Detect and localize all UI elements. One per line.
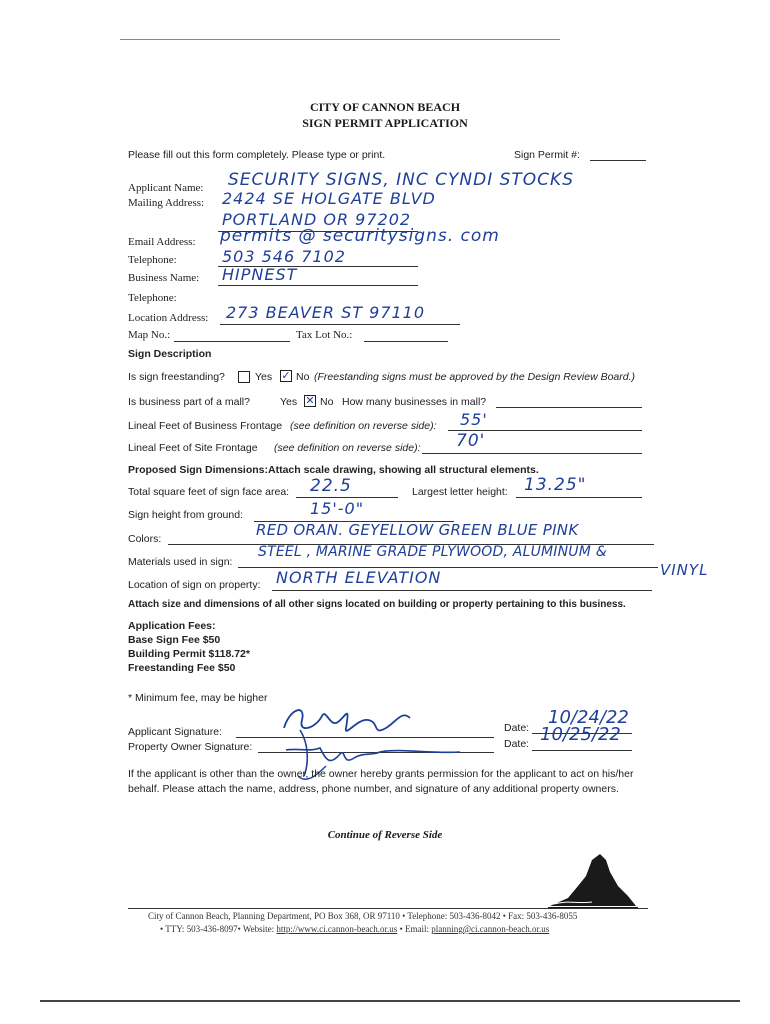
dimensions-label: Proposed Sign Dimensions: [128, 464, 269, 476]
sqft-value[interactable]: 22.5 [310, 476, 352, 496]
colors-value[interactable]: RED ORAN. GEYELLOW GREEN BLUE PINK [256, 521, 579, 539]
sqft-underline [296, 497, 398, 498]
freestanding-yes-label: Yes [255, 371, 273, 383]
footer-email-link[interactable]: planning@ci.cannon-beach.or.us [431, 924, 550, 934]
sign-height-value[interactable]: 15'-0" [310, 499, 365, 518]
date2-value[interactable]: 10/25/22 [540, 724, 621, 745]
attach-note: Attach size and dimensions of all other signs located on building or property pertaining to this business. [128, 599, 626, 610]
owner-signature-label: Property Owner Signature: [128, 741, 253, 753]
date2-label: Date: [504, 738, 530, 750]
fee-base: Base Sign Fee $50 [128, 634, 221, 646]
freestanding-note: (Freestanding signs must be approved by the Design Review Board.) [314, 371, 635, 383]
site-frontage-value[interactable]: 70' [456, 431, 486, 451]
date2-underline [532, 750, 632, 751]
instructions: Please fill out this form completely. Please type or print. [128, 149, 386, 161]
fee-freestanding: Freestanding Fee $50 [128, 662, 236, 674]
telephone-label: Telephone: [128, 254, 177, 266]
telephone-value[interactable]: 503 546 7102 [222, 247, 346, 266]
location-address-value[interactable]: 273 BEAVER ST 97110 [226, 303, 426, 322]
freestanding-yes-checkbox[interactable] [238, 371, 250, 383]
site-frontage-label: Lineal Feet of Site Frontage [128, 442, 258, 454]
footer-line2 [160, 924, 549, 934]
site-frontage-underline [422, 453, 642, 454]
telephone2-label: Telephone: [128, 292, 177, 304]
footer-line1: City of Cannon Beach, Planning Department, PO Box 368, OR 97110 • Telephone: 503-436-8042 • Fax: 503-436-8055 [148, 911, 578, 921]
continue-reverse: Continue of Reverse Side [327, 829, 443, 841]
mall-count-question: How many businesses in mall? [342, 396, 487, 408]
header-line1: CITY OF CANNON BEACH [309, 100, 461, 114]
business-name-underline [218, 285, 418, 286]
letter-height-underline [516, 497, 642, 498]
tax-lot-field[interactable] [364, 341, 448, 342]
map-no-label: Map No.: [128, 329, 171, 341]
business-frontage-label: Lineal Feet of Business Frontage [128, 420, 283, 432]
permit-number-field[interactable] [590, 160, 646, 161]
letter-height-label: Largest letter height: [412, 486, 508, 498]
business-name-value[interactable]: HIPNEST [222, 265, 298, 284]
mailing-address-line2[interactable]: PORTLAND OR 97202 [222, 210, 412, 229]
scan-edge-top [120, 39, 560, 40]
sign-location-underline [272, 590, 652, 591]
freestanding-no-label: No [296, 371, 310, 383]
business-frontage-note: (see definition on reverse side): [290, 420, 437, 432]
scan-edge-bottom [40, 1000, 740, 1002]
footer-email-label: • Email: [399, 924, 429, 934]
applicant-name-value[interactable]: SECURITY SIGNS, INC CYNDI STOCKS [228, 170, 574, 190]
sqft-label: Total square feet of sign face area: [128, 486, 290, 498]
freestanding-question: Is sign freestanding? [128, 371, 225, 383]
mall-count-field[interactable] [496, 407, 642, 408]
permission-text: If the applicant is other than the owner, the owner hereby grants permission for the applicant to act on his/her behalf. Please attach the name, address, phone number, and signature of any additional property owners. [128, 768, 634, 795]
site-frontage-note: (see definition on reverse side): [274, 442, 421, 454]
fees-heading: Application Fees: [128, 620, 216, 632]
header-line2: SIGN PERMIT APPLICATION [302, 116, 468, 130]
date1-label: Date: [504, 722, 530, 734]
materials-value[interactable]: STEEL , MARINE GRADE PLYWOOD, ALUMINUM & [258, 544, 607, 560]
sign-description-heading: Sign Description [128, 348, 212, 360]
fee-building: Building Permit $118.72* [128, 648, 250, 660]
email-value[interactable]: permits @ securitysigns. com [220, 226, 500, 246]
footer-rule [128, 908, 648, 909]
permit-label: Sign Permit #: [514, 149, 580, 161]
mall-no-label: No [320, 396, 334, 408]
freestanding-no-checkbox[interactable]: ✓ [281, 369, 291, 382]
sign-height-label: Sign height from ground: [128, 509, 243, 521]
colors-label: Colors: [128, 533, 162, 545]
footer-tty: • TTY: 503-436-8097• Website: [160, 924, 275, 934]
mailing-address-line1[interactable]: 2424 SE HOLGATE BLVD [222, 189, 436, 208]
email-label: Email Address: [128, 236, 196, 248]
business-frontage-value[interactable]: 55' [460, 410, 488, 429]
footer-website-link[interactable]: http://www.ci.cannon-beach.or.us [276, 924, 398, 934]
map-no-field[interactable] [174, 341, 290, 342]
mall-yes-label: Yes [280, 396, 298, 408]
location-address-underline [220, 324, 460, 325]
dimensions-text: Attach scale drawing, showing all structural elements. [268, 464, 539, 476]
haystack-rock-logo [548, 846, 638, 910]
mailing-address-label: Mailing Address: [128, 197, 205, 209]
business-name-label: Business Name: [128, 272, 200, 284]
fee-minimum-note: * Minimum fee, may be higher [128, 692, 268, 704]
location-address-label: Location Address: [128, 312, 209, 324]
mall-question: Is business part of a mall? [128, 396, 250, 408]
sign-location-label: Location of sign on property: [128, 579, 261, 591]
sign-location-value[interactable]: NORTH ELEVATION [276, 568, 442, 587]
applicant-signature-label: Applicant Signature: [128, 726, 222, 738]
materials-value-2[interactable]: VINYL [660, 561, 709, 579]
tax-lot-label: Tax Lot No.: [296, 329, 353, 341]
mall-no-checkbox[interactable]: ✕ [305, 394, 315, 407]
letter-height-value[interactable]: 13.25" [524, 475, 587, 495]
applicant-name-label: Applicant Name: [128, 182, 204, 194]
date1-value[interactable]: 10/24/22 [548, 707, 629, 728]
materials-label: Materials used in sign: [128, 556, 233, 568]
